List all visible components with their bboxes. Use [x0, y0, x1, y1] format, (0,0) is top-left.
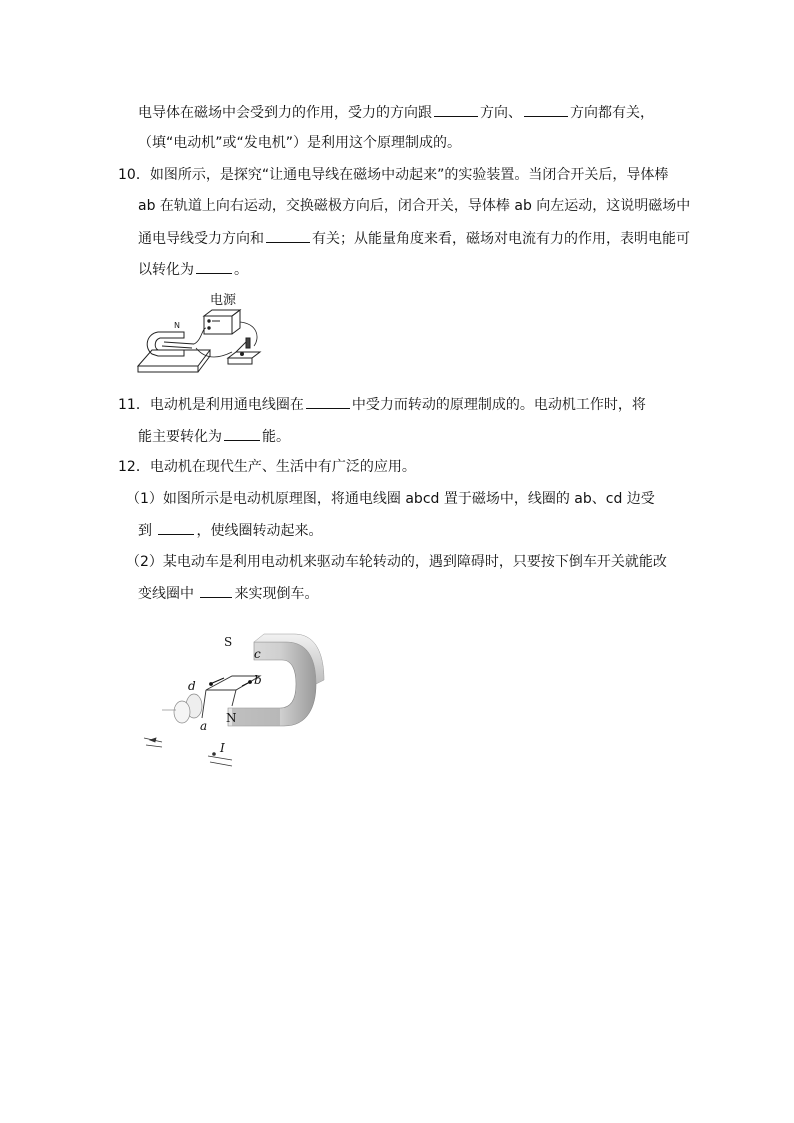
q9-line-2 — [138, 133, 461, 153]
motor-principle-figure — [136, 626, 326, 770]
figure-labels — [188, 635, 262, 755]
q9-blank-2[interactable] — [524, 102, 568, 117]
q12-part1-text-2a: 到 — [138, 523, 157, 539]
q11-blank-2[interactable] — [224, 426, 260, 441]
q10-text-3b: 有关；从能量角度来看，磁场对电流有力的作用，表明电能可 — [312, 231, 690, 247]
q12-part2-text-2b: 来实现倒车。 — [234, 586, 319, 602]
q10-text-3a: 通电导线受力方向和 — [138, 231, 264, 247]
q12-blank-1[interactable] — [158, 520, 194, 535]
q12-part2-text-2a: 变线圈中 — [138, 586, 199, 602]
magnet — [147, 321, 194, 356]
base-board — [138, 350, 210, 372]
power-supply-box — [204, 310, 240, 334]
svg-text:N: N — [174, 321, 180, 330]
q12-line-1 — [118, 457, 416, 477]
label-c: c — [254, 647, 261, 661]
q9-text-1b: 方向、 — [480, 105, 522, 121]
label-i: I — [220, 741, 225, 755]
q10-blank-1[interactable] — [266, 228, 310, 243]
label-d: d — [188, 679, 196, 693]
q11-line-2 — [138, 426, 290, 447]
q10-text-4b: 。 — [234, 262, 248, 278]
q12-part1-line-2 — [138, 520, 322, 541]
label-n: N — [226, 711, 237, 725]
q10-text-4a: 以转化为 — [138, 262, 194, 278]
q10-text-2: ab 在轨道上向右运动，交换磁极方向后，闭合开关，导体棒 ab 向左运动，这说明磁场中 — [138, 198, 691, 214]
q9-text-1a: 电导体在磁场中会受到力的作用，受力的方向跟 — [138, 105, 432, 121]
power-source-label: 电源 — [210, 293, 237, 308]
q12-part1-text-2b: ，使线圈转动起来。 — [196, 523, 323, 539]
q9-text-1c: 方向都有关， — [570, 105, 654, 121]
q10-line-4 — [138, 259, 248, 280]
q12-part1-line-1 — [126, 489, 655, 509]
experiment-apparatus-figure — [136, 288, 268, 378]
switch — [228, 338, 260, 364]
label-s: S — [224, 635, 233, 649]
q9-line-1 — [138, 102, 654, 123]
label-b: b — [254, 673, 262, 687]
q12-text-1: 12．电动机在现代生产、生活中有广泛的应用。 — [118, 459, 416, 475]
q11-text-1b: 中受力而转动的原理制成的。电动机工作时，将 — [351, 397, 646, 413]
q12-blank-2[interactable] — [200, 583, 232, 598]
commutator — [162, 694, 202, 723]
q12-part2-line-2 — [138, 583, 318, 604]
q10-line-3 — [138, 228, 690, 249]
label-a: a — [200, 719, 208, 733]
q11-text-2a: 能主要转化为 — [138, 429, 222, 445]
q10-line-2 — [138, 196, 690, 216]
q9-text-2: （填“电动机”或“发电机”）是利用这个原理制成的。 — [138, 135, 462, 151]
q12-part2-text-1: （2）某电动车是利用电动机来驱动车轮转动的，遇到障碍时，只要按下倒车开关就能改 — [126, 554, 667, 570]
q12-part2-line-1 — [126, 552, 667, 572]
q11-line-1 — [118, 394, 646, 415]
q11-blank-1[interactable] — [306, 394, 350, 409]
q10-line-1 — [118, 165, 668, 185]
q12-part1-text-1: （1）如图所示是电动机原理图，将通电线圈 abcd 置于磁场中，线圈的 ab、cd 边受 — [126, 491, 655, 507]
q10-text-1: 10．如图所示，是探究“让通电导线在磁场中动起来”的实验装置。当闭合开关后，导体棒 — [118, 167, 669, 183]
leads — [144, 738, 232, 766]
q11-text-2b: 能。 — [262, 429, 290, 445]
q11-text-1a: 11．电动机是利用通电线圈在 — [118, 397, 304, 413]
q9-blank-1[interactable] — [434, 102, 478, 117]
q10-blank-2[interactable] — [196, 259, 232, 274]
horseshoe-magnet — [228, 634, 324, 726]
